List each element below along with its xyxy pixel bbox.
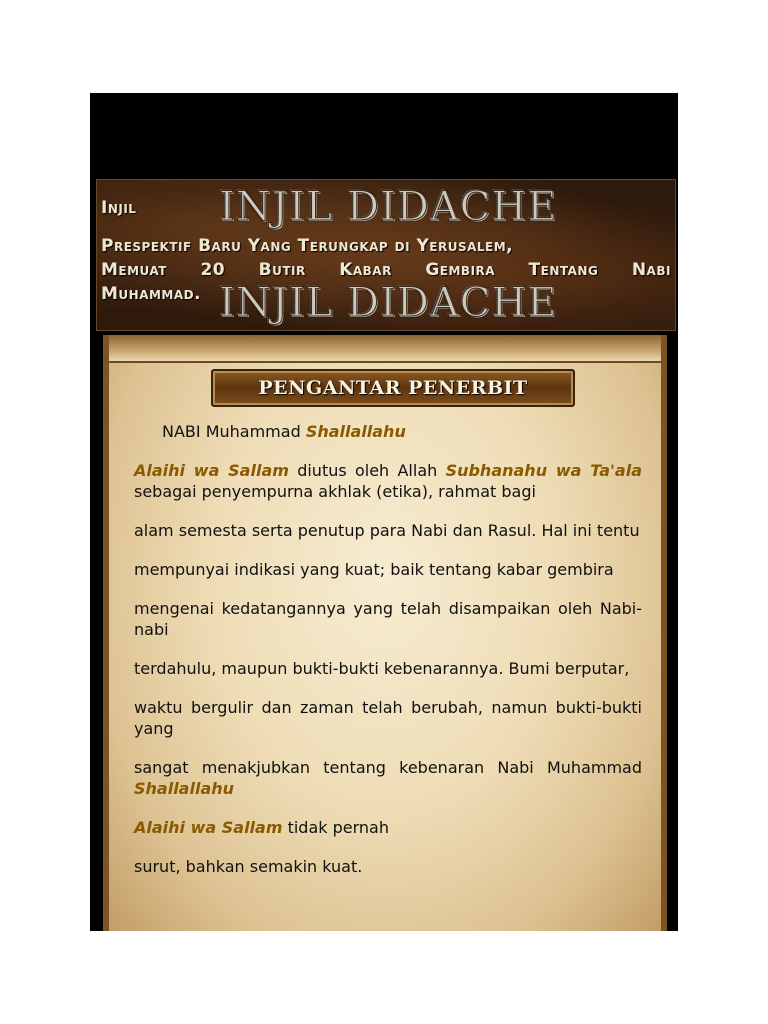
paragraph xyxy=(134,856,642,877)
paragraph-text: mempunyai indikasi yang kuat; baik tentang kabar gembira xyxy=(134,560,614,579)
paragraph-text: waktu bergulir dan zaman telah berubah, namun bukti-bukti yang xyxy=(134,698,642,738)
paragraph-text: sebagai penyempurna akhlak (etika), rahmat bagi xyxy=(134,482,536,501)
honorific-text: Shallallahu xyxy=(134,779,235,798)
paragraph xyxy=(134,757,642,799)
paragraph xyxy=(134,460,642,502)
banner-word: Butir xyxy=(258,260,306,280)
paragraph xyxy=(134,817,642,838)
paragraph-text: terdahulu, maupun bukti-bukti kebenarannya. Bumi berputar, xyxy=(134,659,630,678)
honorific-text: Alaihi wa Sallam xyxy=(134,461,289,480)
paragraph xyxy=(134,697,642,739)
banner-word: Memuat xyxy=(101,260,167,280)
header-banner xyxy=(96,179,676,331)
paragraph-text: alam semesta serta penutup para Nabi dan Rasul. Hal ini tentu xyxy=(134,521,640,540)
banner-word: 20 xyxy=(200,260,226,280)
paragraph xyxy=(134,658,642,679)
banner-injil-label: Injil xyxy=(101,198,137,218)
paragraph-text: mengenai kedatangannya yang telah disampaikan oleh Nabi-nabi xyxy=(134,599,642,639)
paragraph xyxy=(134,598,642,640)
parchment-panel xyxy=(103,335,667,931)
paragraph-text: surut, bahkan semakin kuat. xyxy=(134,857,363,876)
banner-title: INJIL DIDACHE xyxy=(219,184,558,230)
scroll-roll-decoration xyxy=(109,335,661,363)
section-heading: PENGANTAR PENERBIT xyxy=(258,377,528,399)
honorific-text: Shallallahu xyxy=(305,422,406,441)
honorific-text: Subhanahu wa Ta'ala xyxy=(445,461,642,480)
paragraph xyxy=(134,520,642,541)
banner-title-echo: INJIL DIDACHE xyxy=(219,280,558,326)
paragraph-text: sangat menakjubkan tentang kebenaran Nabi Muhammad xyxy=(134,758,642,777)
paragraph-text: diutus oleh Allah xyxy=(288,461,446,480)
banner-subtitle-line-2 xyxy=(101,260,671,280)
document-page xyxy=(90,93,678,931)
banner-subtitle-line-1: Prespektif Baru Yang Terungkap di Yerusalem, xyxy=(101,236,514,256)
honorific-text: Alaihi wa Sallam xyxy=(134,818,283,837)
banner-subtitle-line-3: Muhammad. xyxy=(101,284,202,304)
paragraph xyxy=(134,421,642,442)
banner-word: Kabar xyxy=(339,260,392,280)
article-body xyxy=(134,421,642,895)
paragraph xyxy=(134,559,642,580)
paragraph-text: NABI Muhammad xyxy=(162,422,306,441)
banner-word: Gembira xyxy=(425,260,496,280)
paragraph-text: tidak pernah xyxy=(282,818,389,837)
section-heading-plaque xyxy=(211,369,575,407)
banner-word: Nabi xyxy=(631,260,671,280)
banner-word: Tentang xyxy=(528,260,599,280)
